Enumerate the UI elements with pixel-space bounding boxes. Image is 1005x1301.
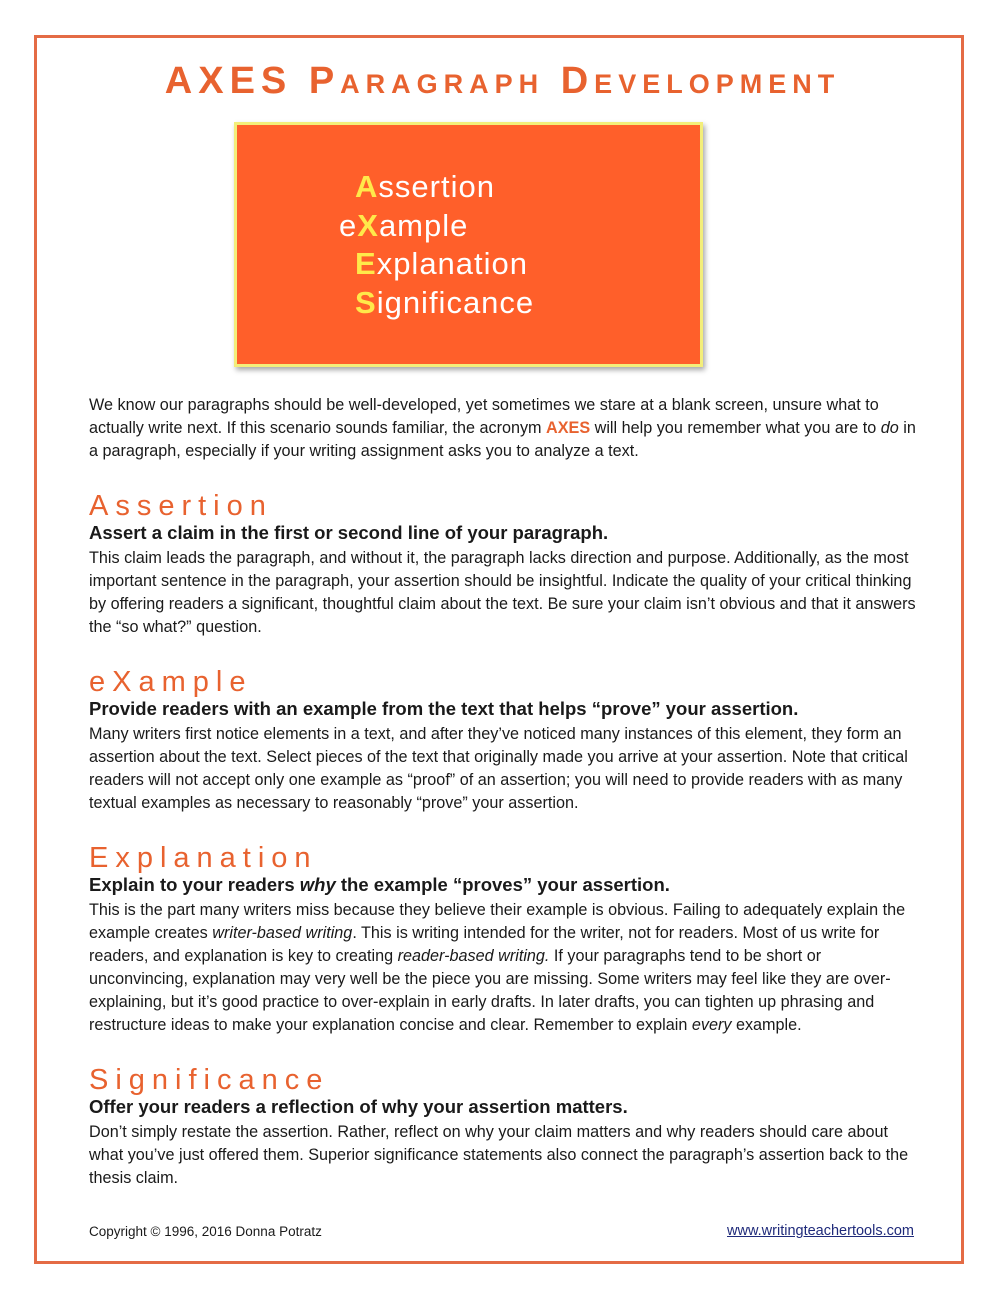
section-significance	[89, 1063, 917, 1190]
section-example	[89, 665, 917, 815]
body-text: example.	[731, 1016, 802, 1034]
body-emphasis: reader-based writing.	[397, 947, 550, 965]
intro-paragraph	[89, 394, 917, 463]
section-subheading	[89, 873, 917, 897]
acronym-letter: A	[355, 169, 379, 204]
subheading-text: the example “proves” your assertion.	[335, 874, 670, 895]
acronym-prefix: e	[339, 208, 358, 243]
intro-acronym: AXES	[546, 419, 591, 437]
section-subheading: Provide readers with an example from the text that helps “prove” your assertion.	[89, 698, 799, 719]
acronym-rest: ample	[378, 208, 469, 243]
acronym-box	[234, 122, 703, 367]
acronym-line-assertion	[355, 169, 495, 205]
acronym-line-significance	[355, 285, 534, 321]
acronym-rest: ssertion	[378, 169, 495, 204]
body-emphasis: every	[691, 1016, 732, 1034]
section-assertion	[89, 489, 917, 639]
acronym-rest: ignificance	[376, 285, 535, 320]
acronym-letter: X	[357, 208, 379, 243]
acronym-line-example	[339, 208, 468, 244]
acronym-rest: xplanation	[376, 246, 529, 281]
intro-emphasis: do	[880, 419, 899, 437]
body-text: If your paragraphs tend to be short or unconvincing, explanation may very well be the piece you are missing. Some writers may feel like they are over-explaining, but it’s good practice to over-explain in early drafts. In later drafts, you can tighten up phrasing and restructure ideas to make your explanation concise and clear. Remember to explain	[89, 947, 891, 1034]
section-body: This claim leads the paragraph, and without it, the paragraph lacks direction and purpose. Additionally, as the most important sentence in the paragraph, your assertion should be insightful. Indicate the quality of your critical thinking by offering readers a significant, thoughtful claim about the text. Be sure your claim isn’t obvious and that it answers the “so what?” question.	[89, 549, 916, 636]
subheading-text: Explain to your readers	[89, 874, 300, 895]
section-body: Many writers first notice elements in a text, and after they’ve noticed many instances of this element, they form an assertion about the text. Select pieces of the text that originally made you arrive at your assertion. Note that critical readers will not accept only one example as “proof” of an assertion; you will need to provide readers with as many textual examples as necessary to reasonably “prove” your assertion.	[89, 725, 908, 812]
section-explanation	[89, 841, 917, 1037]
section-subheading: Assert a claim in the first or second line of your paragraph.	[89, 522, 609, 543]
section-heading: Significance	[89, 1064, 330, 1096]
section-subheading: Offer your readers a reflection of why your assertion matters.	[89, 1096, 628, 1117]
intro-text: in a paragraph, especially if your writing assignment asks you to analyze a text.	[89, 419, 916, 460]
section-heading: eXample	[89, 666, 253, 698]
body-text: . This is writing intended for the writer, not for readers. Most of us write for readers, and explanation is key to creating	[89, 924, 880, 965]
website-link[interactable]: www.writingteachertools.com	[727, 1223, 914, 1239]
section-body: Don’t simply restate the assertion. Rather, reflect on why your claim matters and why readers should care about what you’ve just offered them. Superior significance statements also connect the paragraph’s assertion back to the thesis claim.	[89, 1123, 909, 1187]
acronym-letter: E	[355, 246, 377, 281]
page-title: AXES Paragraph Development	[164, 60, 841, 102]
section-body	[89, 899, 917, 1037]
body-text: This is the part many writers miss because they believe their example is obvious. Failing to adequately explain the example creates	[89, 901, 906, 942]
section-heading: Explanation	[89, 842, 318, 874]
intro-text: We know our paragraphs should be well-developed, yet sometimes we stare at a blank screen, unsure what to actually write next. If this scenario sounds familiar, the acronym	[89, 396, 879, 437]
subheading-emphasis: why	[299, 874, 336, 895]
section-heading: Assertion	[89, 490, 273, 522]
copyright-notice: Copyright © 1996, 2016 Donna Potratz	[89, 1224, 322, 1239]
acronym-letter: S	[355, 285, 377, 320]
acronym-line-explanation	[355, 246, 528, 282]
intro-text: will help you remember what you are to	[590, 419, 881, 437]
body-emphasis: writer-based writing	[212, 924, 353, 942]
document-body	[89, 394, 917, 1190]
